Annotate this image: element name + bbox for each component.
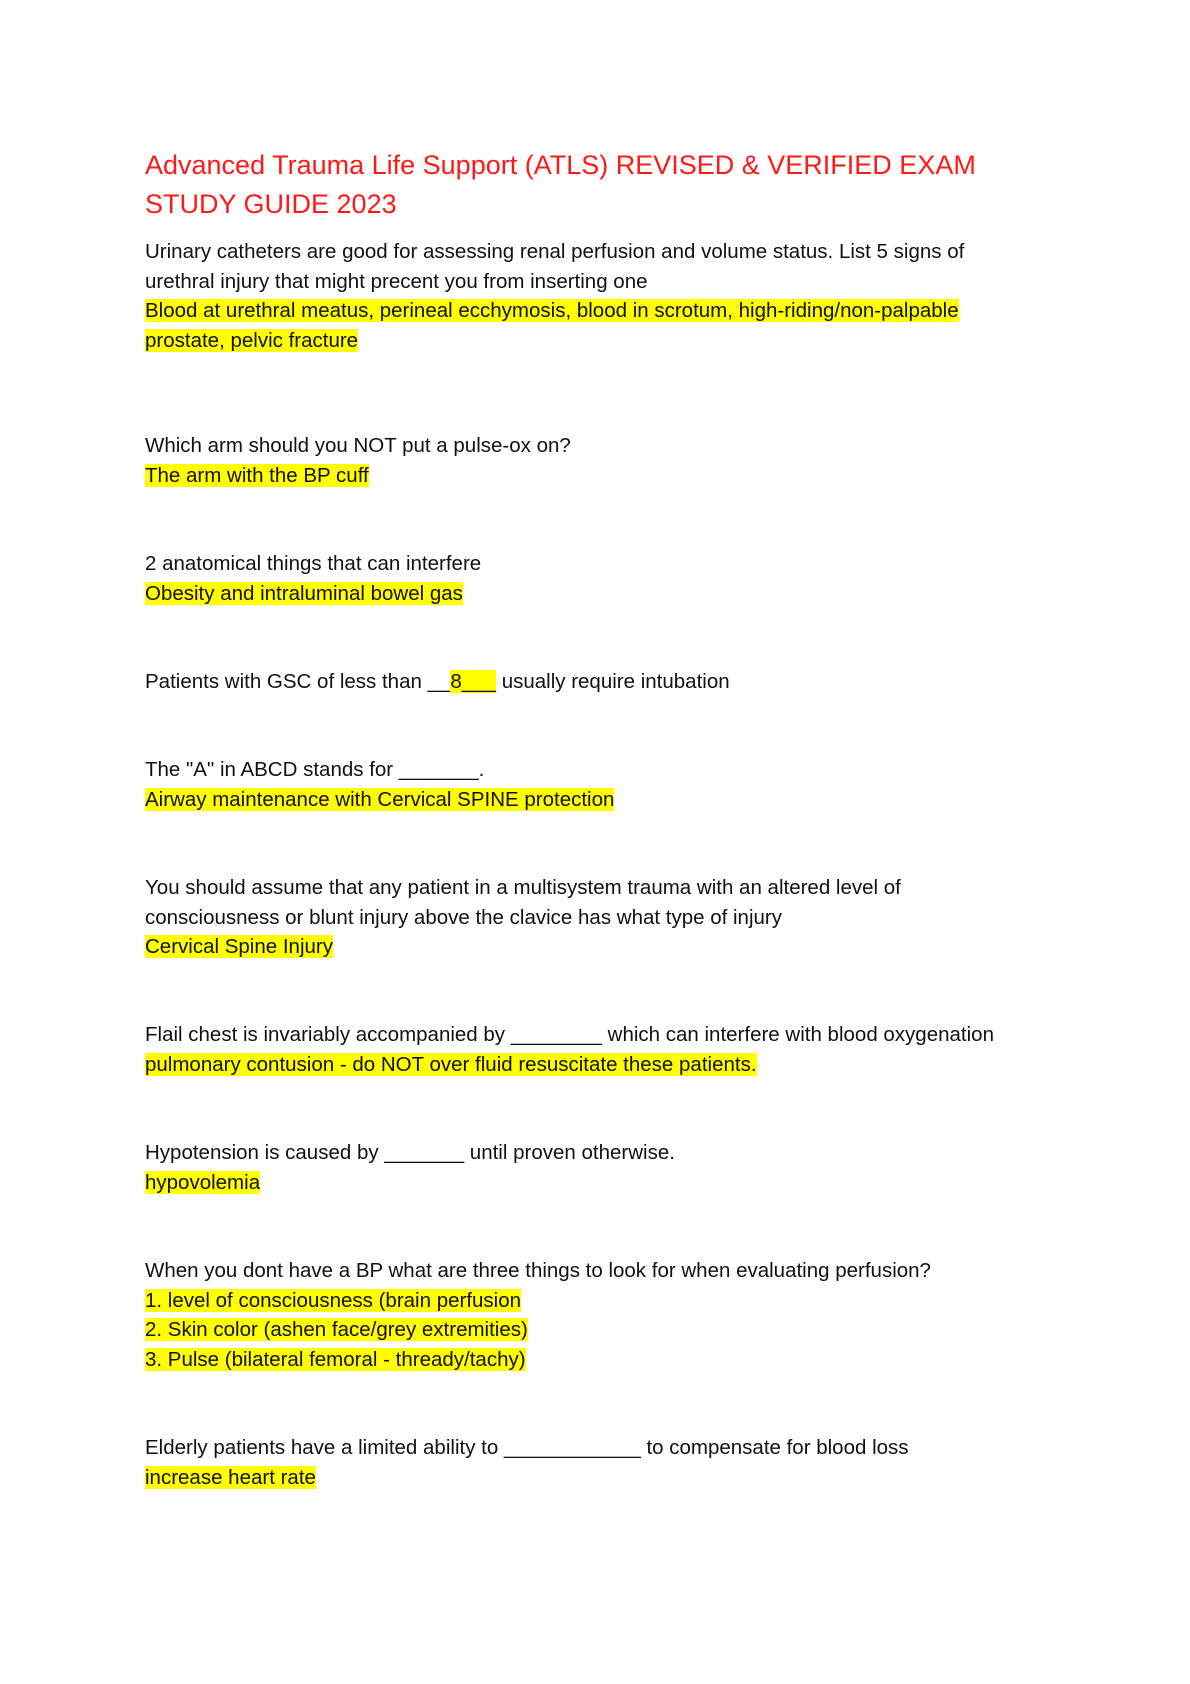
- answer-highlight: The arm with the BP cuff: [145, 463, 369, 487]
- answer-highlight: 2. Skin color (ashen face/grey extremities): [145, 1318, 528, 1341]
- answer-highlight: Obesity and intraluminal bowel gas: [145, 581, 463, 605]
- answer-highlight: 1. level of consciousness (brain perfusion: [145, 1288, 522, 1312]
- qa-item-1: [145, 237, 1065, 355]
- question-line: [145, 667, 1065, 697]
- question-line: consciousness or blunt injury above the clavice has what type of injury: [145, 905, 782, 929]
- answer-highlight: hypovolemia: [145, 1170, 261, 1194]
- question-text-after: usually require intubation: [496, 670, 730, 693]
- question-line: 2 anatomical things that can interfere: [145, 552, 482, 575]
- answer-highlight: 3. Pulse (bilateral femoral - thready/tachy): [145, 1347, 526, 1371]
- qa-item-4: [145, 667, 1065, 697]
- question-line: When you dont have a BP what are three things to look for when evaluating perfusion?: [145, 1259, 931, 1282]
- answer-highlight: Airway maintenance with Cervical SPINE protection: [145, 787, 615, 811]
- qa-item-9: [145, 1256, 1065, 1374]
- answer-highlight: increase heart rate: [145, 1465, 316, 1489]
- question-line: urethral injury that might precent you from inserting one: [145, 269, 648, 293]
- title-line-2: STUDY GUIDE 2023: [145, 189, 397, 219]
- qa-item-10: [145, 1433, 1065, 1492]
- question-text-before: Patients with GSC of less than __: [145, 670, 451, 693]
- question-line: Urinary catheters are good for assessing renal perfusion and volume status. List 5 signs of: [145, 240, 965, 263]
- answer-highlight: Blood at urethral meatus, perineal ecchymosis, blood in scrotum, high-riding/non-palpable: [145, 299, 959, 322]
- qa-item-6: [145, 873, 1065, 962]
- answer-highlight: 8___: [450, 670, 496, 693]
- question-line: Hypotension is caused by _______ until proven otherwise.: [145, 1141, 675, 1164]
- qa-item-2: [145, 431, 1065, 490]
- answer-highlight: Cervical Spine Injury: [145, 935, 333, 958]
- answer-highlight: prostate, pelvic fracture: [145, 328, 359, 352]
- question-line: Elderly patients have a limited ability to ____________ to compensate for blood loss: [145, 1436, 909, 1459]
- qa-item-5: [145, 755, 1065, 814]
- qa-item-7: [145, 1020, 1065, 1079]
- qa-item-3: [145, 549, 1065, 608]
- question-line: Which arm should you NOT put a pulse-ox on?: [145, 434, 571, 457]
- answer-highlight: pulmonary contusion - do NOT over fluid resuscitate these patients.: [145, 1052, 757, 1076]
- title-line-1: Advanced Trauma Life Support (ATLS) REVISED & VERIFIED EXAM: [145, 150, 976, 180]
- qa-item-8: [145, 1138, 1065, 1197]
- question-line: You should assume that any patient in a multisystem trauma with an altered level of: [145, 876, 901, 899]
- document-title: [145, 146, 1045, 224]
- question-line: The "A" in ABCD stands for _______.: [145, 758, 485, 781]
- question-line: Flail chest is invariably accompanied by ________ which can interfere with blood oxygenation: [145, 1023, 994, 1046]
